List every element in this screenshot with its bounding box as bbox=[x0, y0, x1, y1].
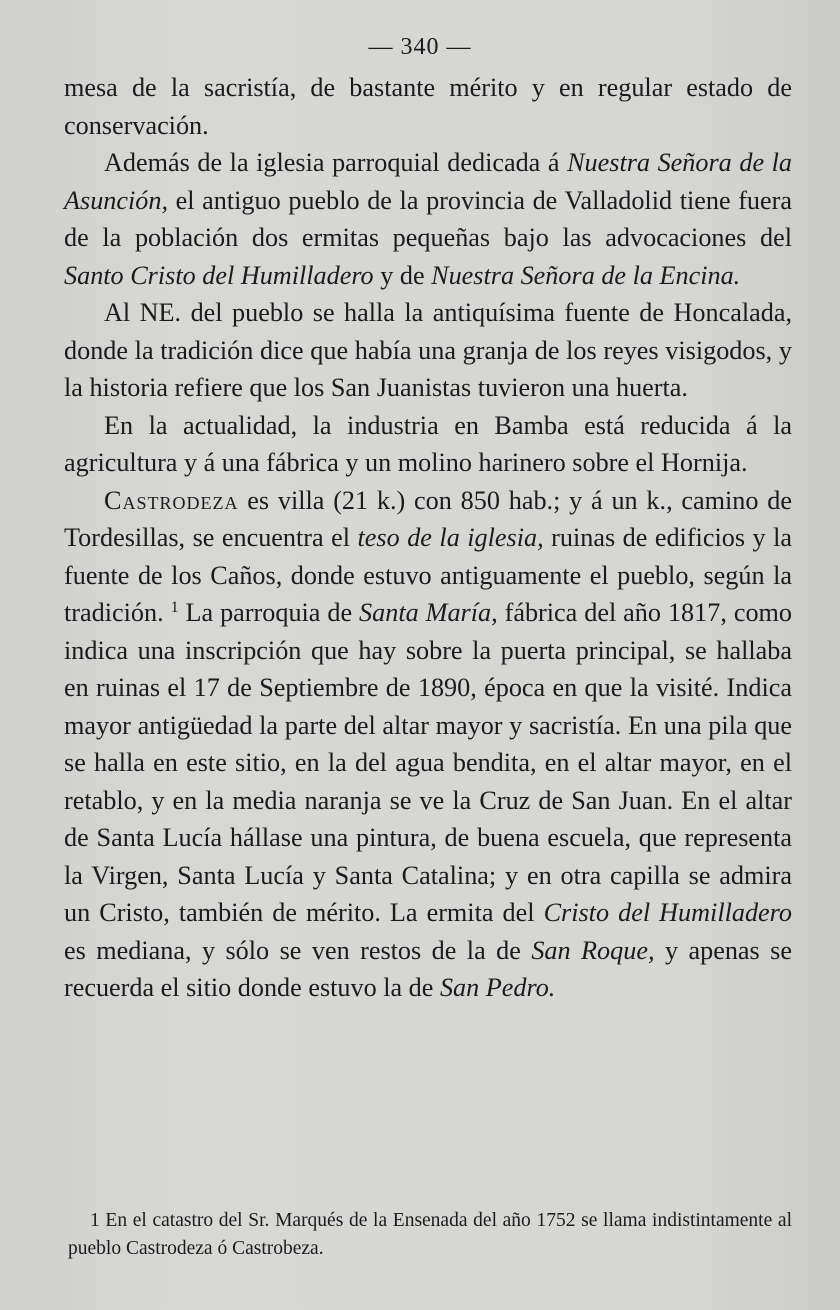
text-run: es mediana, y sólo se ven restos de la de bbox=[64, 935, 532, 965]
italic-name: Santo Cristo del Humilladero bbox=[64, 260, 374, 290]
paragraph-churches bbox=[64, 144, 792, 294]
italic-name: Nuestra Señora de la Asunción, bbox=[64, 148, 793, 215]
italic-name: Cristo del Humilladero bbox=[543, 898, 792, 927]
text-run: Además de la iglesia parroquial dedicada á bbox=[104, 148, 568, 177]
text-run: y apenas se recuerda el sitio donde estuvo la de bbox=[64, 935, 792, 1002]
paragraph-castrodeza bbox=[64, 482, 792, 1007]
paragraph-industry: En la actualidad, la industria en Bamba está reducida á la agricultura y á una fábrica y un molino harinero sobre el Hornija. bbox=[64, 410, 792, 477]
page-number: — 340 — bbox=[368, 34, 472, 60]
text-run: La parroquia de bbox=[178, 598, 360, 627]
footnote-body: En el catastro del Sr. Marqués de la Ensenada del año 1752 se llama indistintamente al pueblo Castrodeza ó Castrobeza. bbox=[68, 1210, 792, 1259]
text-run: ruinas de edificios y la fuente de los Caños, donde estuvo antiguamente el pueblo, según la tradición. bbox=[64, 523, 792, 627]
footnote-marker: 1 bbox=[90, 1210, 100, 1231]
text-run: fábrica del año 1817, como indica una inscripción que hay sobre la puerta principal, se hallaba en ruinas el 17 de Septiembre de 1890, época en que la visité. Indica mayor antigüedad la parte del altar mayor y sacristía. En una pila que se halla en este sitio, en la del agua bendita, en el altar mayor, en el retablo, y en la media naranja se ve la Cruz de San Juan. En el altar de Santa Lucía hállase una pintura, de buena escuela, que representa la Virgen, Santa Lucía y Santa Catalina; y en otra capilla se admira un Cristo, también de mérito. La ermita del bbox=[64, 598, 792, 927]
italic-name: Nuestra Señora de la Encina. bbox=[431, 260, 741, 290]
place-heading: Castrodeza bbox=[104, 485, 239, 515]
paragraph-fountain: Al NE. del pueblo se halla la antiquísima fuente de Honcalada, donde la tradición dice que había una granja de los reyes visigodos, y la historia refiere que los San Juanistas tuvieron una huerta. bbox=[64, 298, 792, 402]
footnote-text bbox=[68, 1207, 792, 1263]
footnote bbox=[68, 1207, 792, 1263]
text-run: es villa (21 k.) con 850 hab.; y á un k., camino de Tordesillas, se encuentra el bbox=[64, 485, 792, 552]
paragraph-continuation: mesa de la sacristía, de bastante mérito y en regular estado de conservación. bbox=[64, 73, 792, 140]
italic-name: San Roque, bbox=[531, 935, 655, 965]
italic-name: San Pedro. bbox=[439, 973, 556, 1002]
body-text bbox=[64, 69, 792, 1007]
footnote-reference[interactable]: 1 bbox=[170, 599, 179, 616]
text-run: el antiguo pueblo de la provincia de Valladolid tiene fuera de la población dos ermitas pequeñas bajo las advocaciones del bbox=[64, 185, 792, 252]
text-run: y de bbox=[373, 260, 432, 290]
italic-name: Santa María, bbox=[359, 598, 498, 627]
italic-name: teso de la iglesia, bbox=[357, 523, 544, 552]
